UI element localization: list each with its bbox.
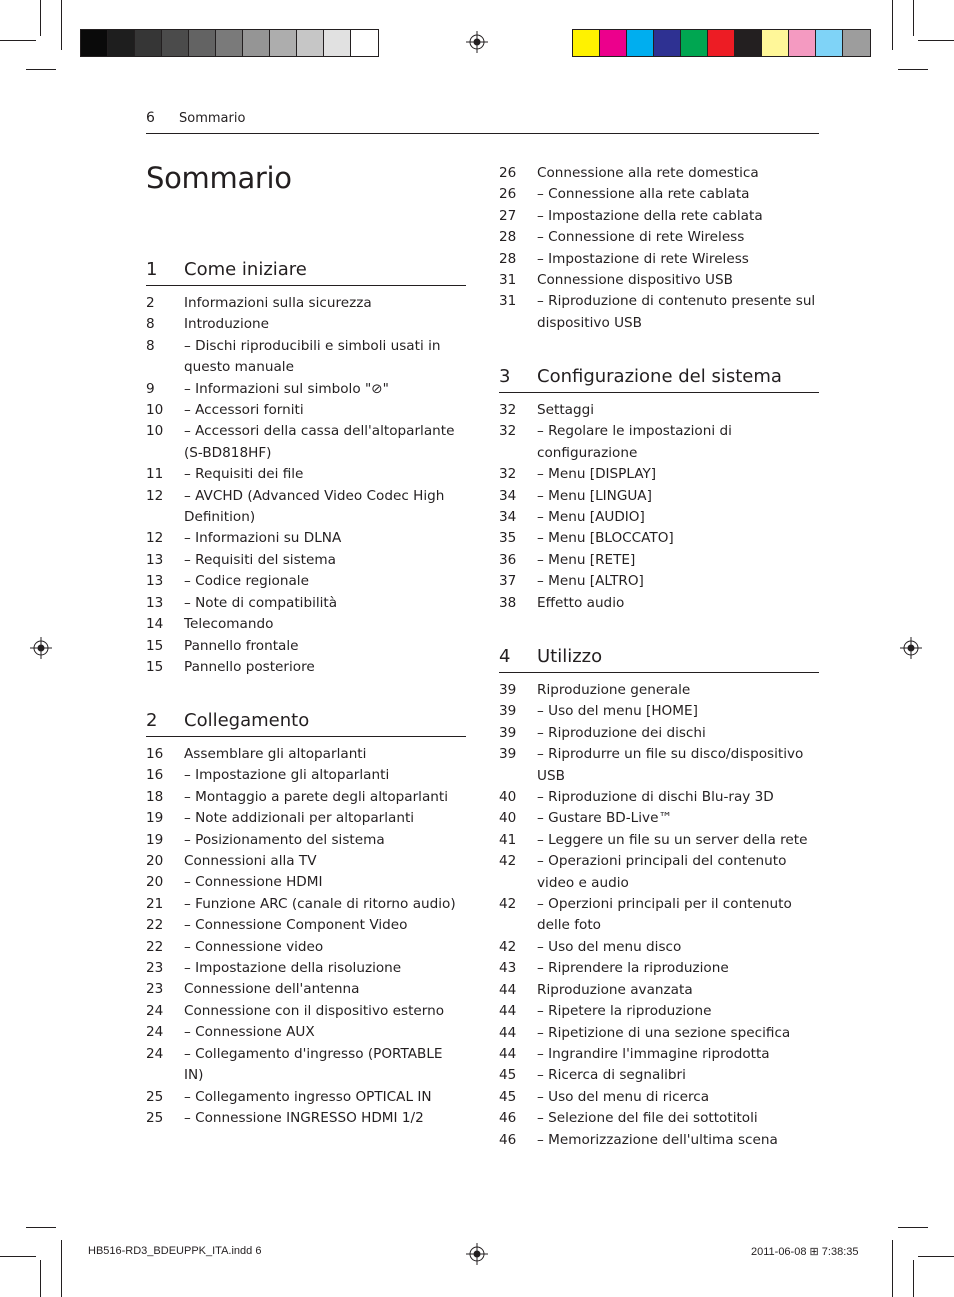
toc-entry[interactable] [146,1044,466,1087]
crop-mark [898,1227,928,1228]
toc-entry-page: 8 [146,316,155,333]
crop-mark [918,1256,954,1257]
toc-entry-page: 39 [499,746,517,763]
toc-entry-page: 36 [499,551,517,568]
toc-entry-text: – Collegamento ingresso OPTICAL IN [184,1088,432,1105]
toc-entry-page: 18 [146,788,164,805]
toc-entry-page: 19 [146,810,164,827]
toc-entry-text: – Riprendere la riproduzione [537,960,729,977]
toc-entry-page: 26 [499,186,517,203]
crop-mark [0,1256,36,1257]
toc-entry[interactable] [499,486,819,507]
toc-entry-page: 27 [499,207,517,224]
process-swatch [816,30,843,56]
toc-entry-text: – Connessione video [184,938,324,955]
toc-entry[interactable] [499,291,819,334]
toc-entry-page: 31 [499,272,517,289]
toc-section-utilizzo [499,646,819,1151]
toc-entry[interactable] [146,979,466,1000]
toc-entry-page: 32 [499,402,517,418]
toc-entry[interactable] [146,636,466,657]
toc-entry-page: 41 [499,831,517,848]
toc-entry-page: 35 [499,530,517,547]
toc-entry-page: 22 [146,938,164,955]
toc-entry-page: 19 [146,831,164,848]
crop-mark [0,40,36,41]
crop-mark [913,1260,914,1297]
toc-entry[interactable] [146,1087,466,1108]
toc-entry-text: Connessione alla rete domestica [537,165,759,181]
section-number: 4 [499,646,511,667]
toc-entry-page: 34 [499,487,517,504]
crop-mark [40,1260,41,1297]
toc-entry[interactable] [146,872,466,893]
toc-entry-page: 46 [499,1110,517,1127]
toc-entry[interactable] [146,336,466,379]
toc-entry[interactable] [146,550,466,571]
toc-entry-page: 15 [146,637,164,654]
toc-entry-page: 23 [146,960,164,977]
toc-entry[interactable] [146,614,466,635]
crop-mark [26,69,56,70]
toc-entry-text: – Note addizionali per altoparlanti [184,810,415,827]
toc-entry[interactable] [499,507,819,528]
section-heading [146,710,466,737]
toc-entry[interactable] [499,528,819,549]
toc-entry-page: 32 [499,423,517,440]
toc-entry-text: – Accessori della cassa dell'altoparlante (S-BD818HF) [184,423,455,461]
header-rule [146,133,819,134]
toc-entry-page: 14 [146,616,164,633]
gray-swatch [216,30,243,56]
process-swatch [789,30,816,56]
toc-entry-page: 16 [146,746,164,762]
toc-entry[interactable] [146,894,466,915]
gray-swatch [324,30,351,56]
toc-entry-text: – Menu [LINGUA] [537,487,652,504]
toc-entry[interactable] [146,421,466,464]
toc-entry-text: – Operzioni principali per il contenuto delle foto [537,896,792,934]
toc-entry[interactable] [146,486,466,529]
crop-mark [61,1240,62,1297]
toc-entry[interactable] [146,314,466,335]
toc-entry[interactable] [146,1022,466,1043]
toc-entry[interactable] [146,400,466,421]
toc-entry[interactable] [499,830,819,851]
toc-entry-text: – Connessione INGRESSO HDMI 1/2 [184,1109,424,1126]
toc-entry[interactable] [499,958,819,979]
toc-entry-page: 38 [499,594,517,611]
toc-section-configurazione [499,366,819,614]
toc-entry-text: – Impostazione gli altoparlanti [184,767,390,784]
section-title: Collegamento [184,710,310,731]
toc-entry-page: 20 [146,853,164,870]
process-swatch [735,30,762,56]
toc-entry-page: 45 [499,1088,517,1105]
toc-entry[interactable] [146,915,466,936]
toc-entry-text: – Informazioni sul simbolo "⊘" [184,380,389,397]
toc-entry-page: 40 [499,810,517,827]
section-heading [146,259,466,286]
toc-entry[interactable] [499,227,819,248]
toc-entry[interactable] [499,894,819,937]
gray-swatch [189,30,216,56]
toc-entry[interactable] [499,593,819,614]
toc-entry-page: 8 [146,337,155,354]
toc-entry-text: Riproduzione generale [537,682,691,698]
toc-entry-page: 44 [499,1024,517,1041]
toc-entry-text: – Connessione alla rete cablata [537,186,750,203]
toc-entry[interactable] [499,701,819,722]
toc-entry[interactable] [146,571,466,592]
toc-entry[interactable] [146,937,466,958]
toc-entry[interactable] [499,249,819,270]
toc-entry-text: – Selezione del file dei sottotitoli [537,1110,758,1127]
toc-entry[interactable] [146,1001,466,1022]
crop-mark [898,69,928,70]
toc-entry-page: 31 [499,293,517,310]
toc-entry[interactable] [146,464,466,485]
toc-entry-text: Introduzione [184,316,270,333]
toc-entry-text: – Connessione HDMI [184,874,323,891]
process-swatch [708,30,735,56]
toc-entry[interactable] [499,1065,819,1086]
toc-entry[interactable] [499,723,819,744]
toc-entry[interactable] [499,163,819,184]
toc-entry[interactable] [146,958,466,979]
toc-entry[interactable] [146,851,466,872]
toc-entry[interactable] [146,528,466,549]
toc-entry-text: – Regolare le impostazioni di configurazione [537,423,732,461]
toc-entry-page: 20 [146,874,164,891]
toc-entry[interactable] [499,550,819,571]
process-swatch [627,30,654,56]
toc-entry-page: 12 [146,530,164,547]
toc-entry-text: Assemblare gli altoparlanti [184,746,367,762]
toc-entry-page: 39 [499,682,517,698]
toc-entry[interactable] [499,680,819,701]
toc-entry-page: 11 [146,466,164,483]
toc-entry-text: Informazioni sulla sicurezza [184,295,372,311]
toc-entry-text: Effetto audio [537,594,625,611]
toc-entry-page: 45 [499,1067,517,1084]
toc-entry-page: 23 [146,981,164,998]
toc-entry-text: Settaggi [537,402,595,418]
toc-entry-page: 25 [146,1088,164,1105]
toc-entry-text: – Connessione AUX [184,1024,315,1041]
toc-entry-text: – Ripetizione di una sezione specifica [537,1024,791,1041]
toc-entry-page: 42 [499,938,517,955]
gray-swatch [351,30,378,56]
toc-entry[interactable] [499,1130,819,1151]
section-number: 2 [146,710,158,731]
toc-entry-page: 28 [499,229,517,246]
toc-entry-page: 15 [146,658,164,675]
toc-entry-text: Pannello frontale [184,637,299,654]
footer-timestamp: 2011-06-08 ⊞ 7:38:35 [751,1246,859,1258]
toc-entry-text: – Requisiti dei file [184,466,304,483]
process-swatch [843,30,870,56]
toc-entry-page: 10 [146,423,164,440]
toc-entry-page: 43 [499,960,517,977]
toc-entry-text: – Menu [BLOCCATO] [537,530,674,547]
toc-entry-text: Connessione dell'antenna [184,981,360,998]
toc-entry-text: – Riproduzione di contenuto presente sul dispositivo USB [537,293,816,331]
toc-section-come-iniziare [146,259,466,678]
toc-entry-text: – Connessione di rete Wireless [537,229,745,246]
toc-entry-text: – Ripetere la riproduzione [537,1003,712,1020]
grayscale-color-bar [80,29,379,57]
crop-mark [40,0,41,36]
page-title: Sommario [146,161,292,195]
gray-swatch [297,30,324,56]
toc-entry[interactable] [146,787,466,808]
toc-entry-page: 44 [499,981,517,998]
toc-entry[interactable] [499,1087,819,1108]
toc-entry-page: 37 [499,573,517,590]
toc-entry-text: Connessione con il dispositivo esterno [184,1002,445,1019]
toc-entry-text: – Riproduzione dei dischi [537,724,706,741]
toc-entry-page: 24 [146,1045,164,1062]
toc-entry-text: – Uso del menu disco [537,938,682,955]
toc-entry[interactable] [146,765,466,786]
toc-entry[interactable] [499,571,819,592]
toc-entry[interactable] [146,293,466,314]
toc-entry[interactable] [146,1108,466,1129]
section-number: 3 [499,366,511,387]
gray-swatch [162,30,189,56]
toc-entry-page: 32 [499,466,517,483]
toc-entry-text: – Memorizzazione dell'ultima scena [537,1131,778,1148]
toc-entry-text: – Riproduzione di dischi Blu-ray 3D [537,789,774,806]
toc-entry-page: 16 [146,767,164,784]
toc-entry-page: 24 [146,1024,164,1041]
toc-entry-page: 2 [146,295,155,311]
registration-mark-icon [30,637,52,659]
registration-mark-icon [900,637,922,659]
toc-entry-page: 44 [499,1003,517,1020]
toc-entry-text: – Gustare BD-Live™ [537,810,673,827]
crop-mark [918,40,954,41]
toc-entry[interactable] [499,1044,819,1065]
toc-entry-text: – Impostazione della rete cablata [537,207,763,224]
toc-entry-page: 13 [146,551,164,568]
toc-entry-page: 13 [146,594,164,611]
toc-entry-text: – Funzione ARC (canale di ritorno audio) [184,895,456,912]
toc-entry-page: 28 [499,250,517,267]
toc-entry-text: Telecomando [184,616,274,633]
toc-entry-text: – AVCHD (Advanced Video Codec High Definition) [184,487,445,526]
toc-entry-page: 46 [499,1131,517,1148]
toc-entry[interactable] [499,1108,819,1129]
gray-swatch [108,30,135,56]
toc-entry-text: – Accessori forniti [184,402,304,419]
process-swatch [762,30,789,56]
toc-entry-text: – Connessione Component Video [184,917,408,934]
registration-mark-icon [466,1243,488,1265]
toc-entry[interactable] [499,1023,819,1044]
gray-swatch [270,30,297,56]
toc-entry[interactable] [146,744,466,765]
toc-entry-page: 25 [146,1109,164,1126]
toc-section-rete-continued [499,163,819,334]
gray-swatch [81,30,108,56]
toc-entry-text: – Impostazione della risoluzione [184,960,402,977]
toc-entry-text: – Leggere un file su un server della rete [537,831,808,848]
toc-entry-text: – Uso del menu di ricerca [537,1088,710,1105]
process-swatch [654,30,681,56]
toc-entry-text: – Uso del menu [HOME] [537,703,698,720]
section-number: 1 [146,259,158,280]
section-title: Configurazione del sistema [537,366,782,387]
toc-entry-text: – Posizionamento del sistema [184,831,385,848]
toc-entry[interactable] [499,787,819,808]
process-swatch [681,30,708,56]
section-heading [499,366,819,393]
toc-entry-text: – Menu [AUDIO] [537,509,645,526]
toc-entry-text: – Impostazione di rete Wireless [537,250,749,267]
toc-entry-text: Connessioni alla TV [184,853,317,870]
toc-entry[interactable] [499,270,819,291]
toc-entry[interactable] [499,744,819,787]
toc-entry-text: – Codice regionale [184,573,309,590]
toc-entry[interactable] [146,657,466,678]
toc-entry-text: – Collegamento d'ingresso (PORTABLE IN) [184,1045,443,1084]
toc-entry[interactable] [499,980,819,1001]
section-title: Come iniziare [184,259,307,280]
toc-entry-text: – Operazioni principali del contenuto video e audio [537,853,787,891]
toc-entry-text: – Montaggio a parete degli altoparlanti [184,788,449,805]
gray-swatch [135,30,162,56]
toc-entry-page: 26 [499,165,517,181]
toc-entry-text: – Menu [DISPLAY] [537,466,657,483]
toc-entry[interactable] [499,184,819,205]
toc-entry[interactable] [146,379,466,400]
toc-entry-text: – Note di compatibilità [184,594,338,611]
toc-entry-page: 39 [499,724,517,741]
toc-entry-text: Connessione dispositivo USB [537,272,733,289]
toc-section-collegamento [146,710,466,1129]
toc-entry-page: 39 [499,703,517,720]
gray-swatch [243,30,270,56]
toc-entry-text: – Menu [RETE] [537,551,636,568]
toc-entry[interactable] [499,464,819,485]
crop-mark [61,0,62,50]
toc-entry-page: 10 [146,402,164,419]
toc-entry-page: 42 [499,896,517,913]
crop-mark [913,0,914,36]
toc-entry[interactable] [499,937,819,958]
toc-entry[interactable] [499,421,819,464]
toc-entry-page: 44 [499,1045,517,1062]
toc-entry-page: 21 [146,895,164,912]
page-number: 6 [146,110,155,126]
toc-entry[interactable] [499,400,819,421]
toc-entry-page: 34 [499,509,517,526]
toc-entry-page: 9 [146,380,155,397]
toc-entry-text: – Informazioni su DLNA [184,530,342,547]
process-swatch [573,30,600,56]
toc-entry-page: 13 [146,573,164,590]
footer-filename: HB516-RD3_BDEUPPK_ITA.indd 6 [88,1245,262,1257]
toc-entry-text: Pannello posteriore [184,658,315,675]
toc-entry-page: 22 [146,917,164,934]
toc-entry[interactable] [146,830,466,851]
toc-entry-text: – Dischi riproducibili e simboli usati in questo manuale [184,337,441,376]
toc-entry-page: 42 [499,853,517,870]
toc-entry-text: – Ingrandire l'immagine riprodotta [537,1045,770,1062]
section-title: Utilizzo [537,646,603,667]
toc-entry-text: – Riprodurre un file su disco/dispositivo USB [537,746,804,784]
toc-entry-text: – Ricerca di segnalibri [537,1067,686,1084]
toc-entry-text: – Requisiti del sistema [184,551,336,568]
toc-entry[interactable] [146,808,466,829]
crop-mark [26,1227,56,1228]
crop-mark [892,1240,893,1297]
toc-entry-text: – Menu [ALTRO] [537,573,644,590]
crop-mark [892,0,893,50]
toc-entry-page: 40 [499,789,517,806]
toc-entry[interactable] [499,206,819,227]
process-color-bar [572,29,871,57]
toc-entry-text: Riproduzione avanzata [537,981,693,998]
section-heading [499,646,819,673]
running-title: Sommario [179,111,246,126]
process-swatch [600,30,627,56]
toc-entry[interactable] [499,851,819,894]
registration-mark-icon [466,31,488,53]
toc-entry-page: 24 [146,1002,164,1019]
toc-entry[interactable] [499,808,819,829]
toc-entry-page: 12 [146,487,164,504]
toc-entry[interactable] [499,1001,819,1022]
toc-entry[interactable] [146,593,466,614]
